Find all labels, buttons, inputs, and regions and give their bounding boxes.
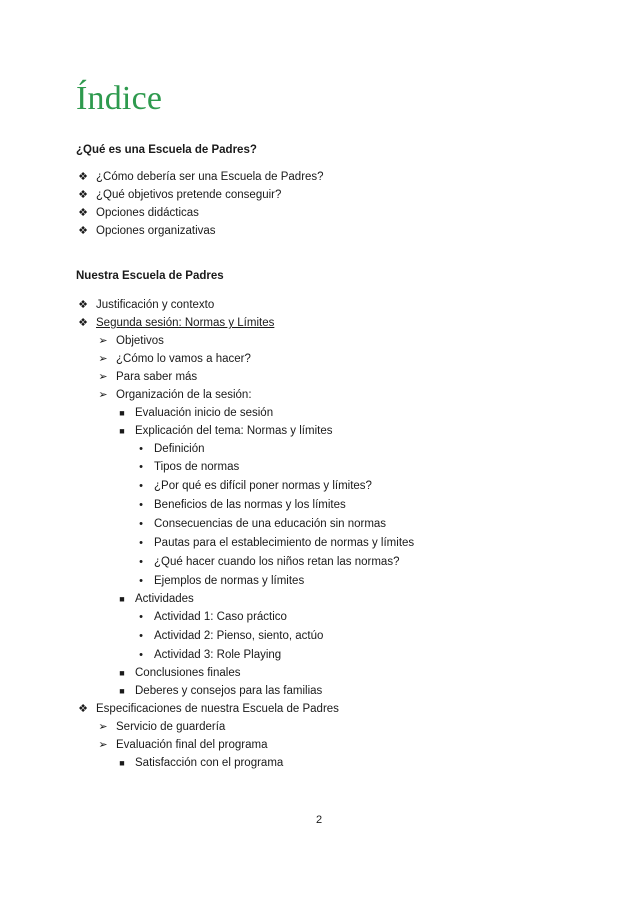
diamond-bullet-icon: ❖ <box>78 189 88 201</box>
diamond-bullet-icon: ❖ <box>78 317 88 329</box>
dot-bullet-icon: • <box>139 630 143 642</box>
arrow-bullet-icon: ➢ <box>98 739 108 751</box>
diamond-bullet-icon: ❖ <box>78 171 88 183</box>
dot-bullet-icon: • <box>139 499 143 511</box>
dot-bullet-icon: • <box>139 443 143 455</box>
square-bullet-icon: ■ <box>119 686 125 696</box>
arrow-bullet-icon: ➢ <box>98 353 108 365</box>
arrow-bullet-icon: ➢ <box>98 335 108 347</box>
arrow-bullet-icon: ➢ <box>98 389 108 401</box>
dot-bullet-icon: • <box>139 537 143 549</box>
diamond-bullet-icon: ❖ <box>78 225 88 237</box>
section-heading-que-es: ¿Qué es una Escuela de Padres? <box>76 144 257 156</box>
square-bullet-icon: ■ <box>119 426 125 436</box>
arrow-bullet-icon: ➢ <box>98 371 108 383</box>
page-title: Índice <box>76 80 163 117</box>
section-heading-nuestra: Nuestra Escuela de Padres <box>76 270 224 282</box>
square-bullet-icon: ■ <box>119 668 125 678</box>
toc-link-segunda-sesion[interactable]: Segunda sesión: Normas y Límites <box>96 317 275 329</box>
page-number: 2 <box>315 814 323 826</box>
dot-bullet-icon: • <box>139 480 143 492</box>
square-bullet-icon: ■ <box>119 594 125 604</box>
dot-bullet-icon: • <box>139 556 143 568</box>
dot-bullet-icon: • <box>139 461 143 473</box>
dot-bullet-icon: • <box>139 649 143 661</box>
dot-bullet-icon: • <box>139 518 143 530</box>
dot-bullet-icon: • <box>139 575 143 587</box>
diamond-bullet-icon: ❖ <box>78 299 88 311</box>
diamond-bullet-icon: ❖ <box>78 703 88 715</box>
diamond-bullet-icon: ❖ <box>78 207 88 219</box>
square-bullet-icon: ■ <box>119 408 125 418</box>
arrow-bullet-icon: ➢ <box>98 721 108 733</box>
dot-bullet-icon: • <box>139 611 143 623</box>
square-bullet-icon: ■ <box>119 758 125 768</box>
